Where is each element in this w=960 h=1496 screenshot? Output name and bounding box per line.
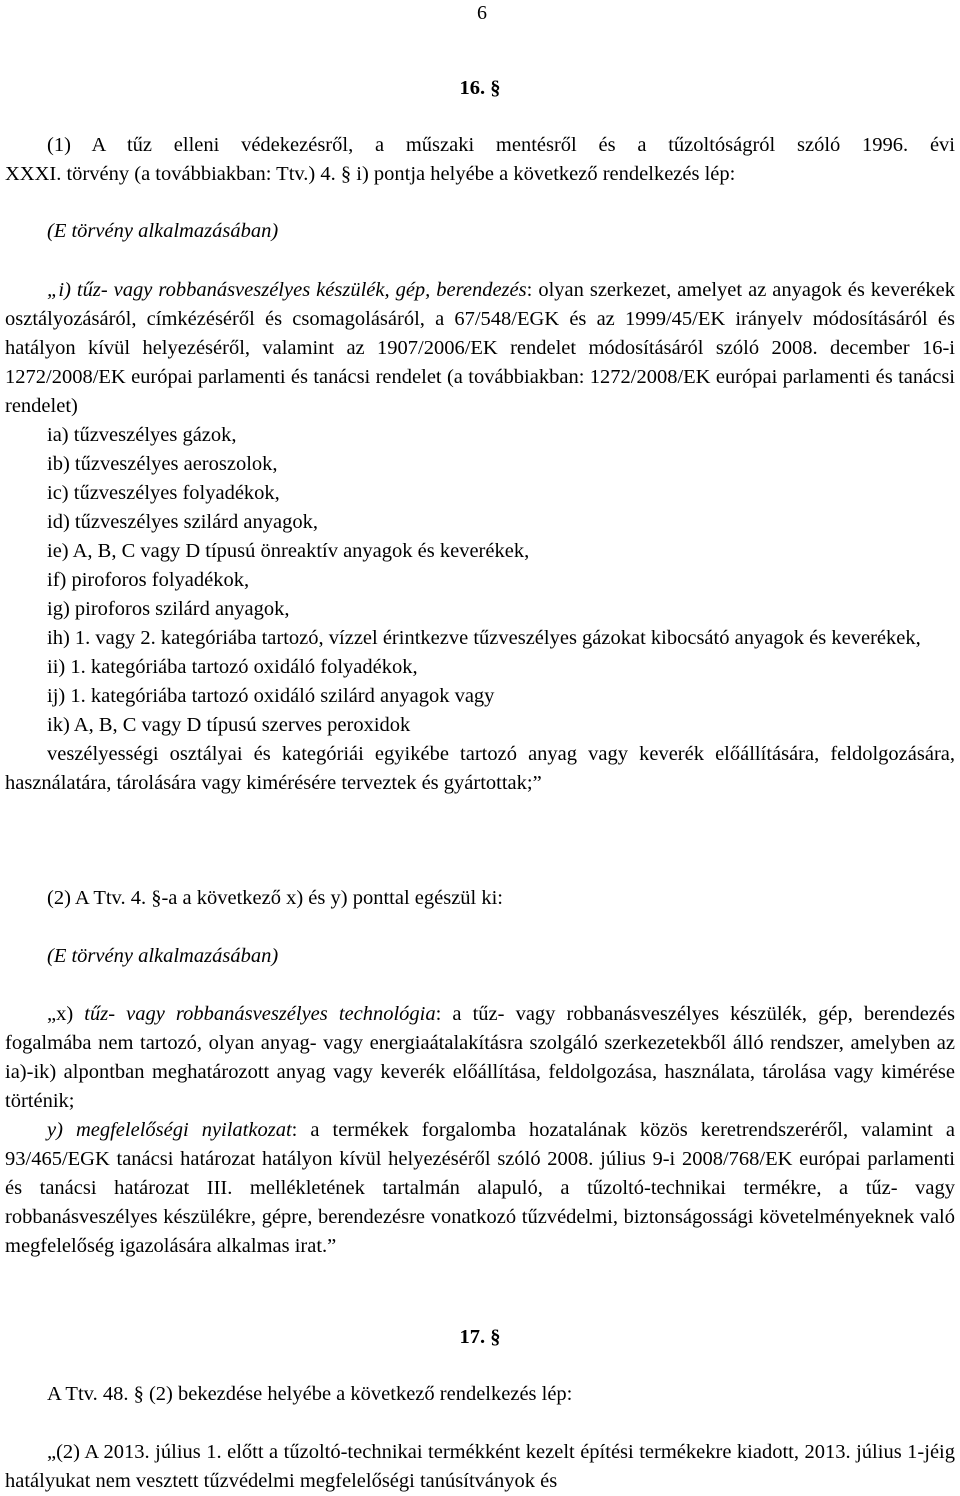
section-16-body [5,131,955,189]
paragraph-1-line-1: (1) A tűz elleni védekezésről, a műszaki mentésről és a tűzoltóságról szóló 1996. évi [47,134,955,156]
paragraph-1-line-2: XXXI. törvény (a továbbiakban: Ttv.) 4. § i) pontja helyébe a következő rendelkezés lép: [5,163,736,185]
definition-y-text: : a termékek forgalomba hozatalának közös keretrendszeréről, valamint a 93/465/EGK tanácsi határozat hatályon kívül helyezéséről szóló 2008. július 9-i 2008/768/EK európai parlamenti és tanácsi határozat III. mellékletének tartalmán alapuló, a tűzoltó-technikai termékre, a tűz- vagy robbanásveszélyes készülékre, gépre, berendezésre vonatkozó tűzvédelmi, biztonságossági követelményeknek való megfelelőség igazolására alkalmas irat.” [5,1119,955,1257]
list-item: ig) piroforos szilárd anyagok, [47,598,290,620]
definition-i-closing: veszélyességi osztályai és kategóriái egyikébe tartozó anyag vagy keverék előállítására, feldolgozására, használatára, tárolására vagy kimérésére terveztek és gyártottak;” [5,743,955,794]
definition-i [5,276,955,798]
paragraph-2: (2) A Ttv. 4. §-a a következő x) és y) ponttal egészül ki: [47,887,504,909]
definition-x-text: : a tűz- vagy robbanásveszélyes készülék, gép, berendezés fogalmába nem tartozó, olyan anyag- vagy energiaátalakításra szolgáló szerkezetekből álló rendszer, amelyben az ia)-ik) alpontban meghatározott anyag vagy keverék előállítása, feldolgozása, használata, tárolása vagy kimérése történik; [5,1003,955,1112]
section-17-title: 17. § [459,1326,501,1348]
list-item: id) tűzveszélyes szilárd anyagok, [47,511,318,533]
context-heading-1: (E törvény alkalmazásában) [47,220,279,242]
list-item: ic) tűzveszélyes folyadékok, [47,482,280,504]
definition-y [5,1116,955,1261]
list-item: ik) A, B, C vagy D típusú szerves peroxidok [47,714,411,736]
definition-i-term: „i) tűz- vagy robbanásveszélyes készülék, gép, berendezés [47,279,527,301]
definition-x [5,1000,955,1116]
section-17-paragraph: A Ttv. 48. § (2) bekezdése helyébe a következő rendelkezés lép: [47,1383,573,1405]
definition-y-term: y) megfelelőségi nyilatkozat [47,1119,292,1141]
definitions-x-y [5,1000,955,1261]
definition-x-prefix: „x) [47,1003,85,1025]
section-16-title: 16. § [459,77,501,99]
list-item: if) piroforos folyadékok, [47,569,250,591]
definition-i-text: : olyan szerkezet, amelyet az anyagok és keverékek osztályozásáról, címkézéséről és csomagolásáról, a 67/548/EGK és az 1999/45/EK irányelv módosításáról és hatályon kívül helyezéséről, valamint az 1907/2006/EK rendelet módosításáról szóló 2008. december 16-i 1272/2008/EK európai parlamenti és tanácsi rendelet (a továbbiakban: 1272/2008/EK európai parlamenti és tanácsi rendelet) [5,279,956,417]
list-item-ih: ih) 1. vagy 2. kategóriába tartozó, vízzel érintkezve tűzveszélyes gázokat kibocsátó anyagok és keverékek, [47,627,921,649]
hazard-list-tail [5,653,955,740]
list-item: ia) tűzveszélyes gázok, [47,424,237,446]
definition-i-paragraph [5,276,955,421]
list-item: ib) tűzveszélyes aeroszolok, [47,453,278,475]
list-item: ii) 1. kategóriába tartozó oxidáló folyadékok, [47,656,418,678]
page-number: 6 [477,2,487,24]
section-17-quote: „(2) A 2013. július 1. előtt a tűzoltó-technikai termékként kezelt építési termékekre kiadott, 2013. július 1-jéig hatályukat nem vesztett tűzvédelmi megfelelőségi tanúsítványok és [5,1441,955,1492]
context-heading-2: (E törvény alkalmazásában) [47,945,279,967]
definition-x-term: tűz- vagy robbanásveszélyes technológia [84,1003,436,1025]
list-item: ij) 1. kategóriába tartozó oxidáló szilárd anyagok vagy [47,685,495,707]
hazard-list [5,421,955,624]
list-item: ie) A, B, C vagy D típusú önreaktív anyagok és keverékek, [47,540,530,562]
